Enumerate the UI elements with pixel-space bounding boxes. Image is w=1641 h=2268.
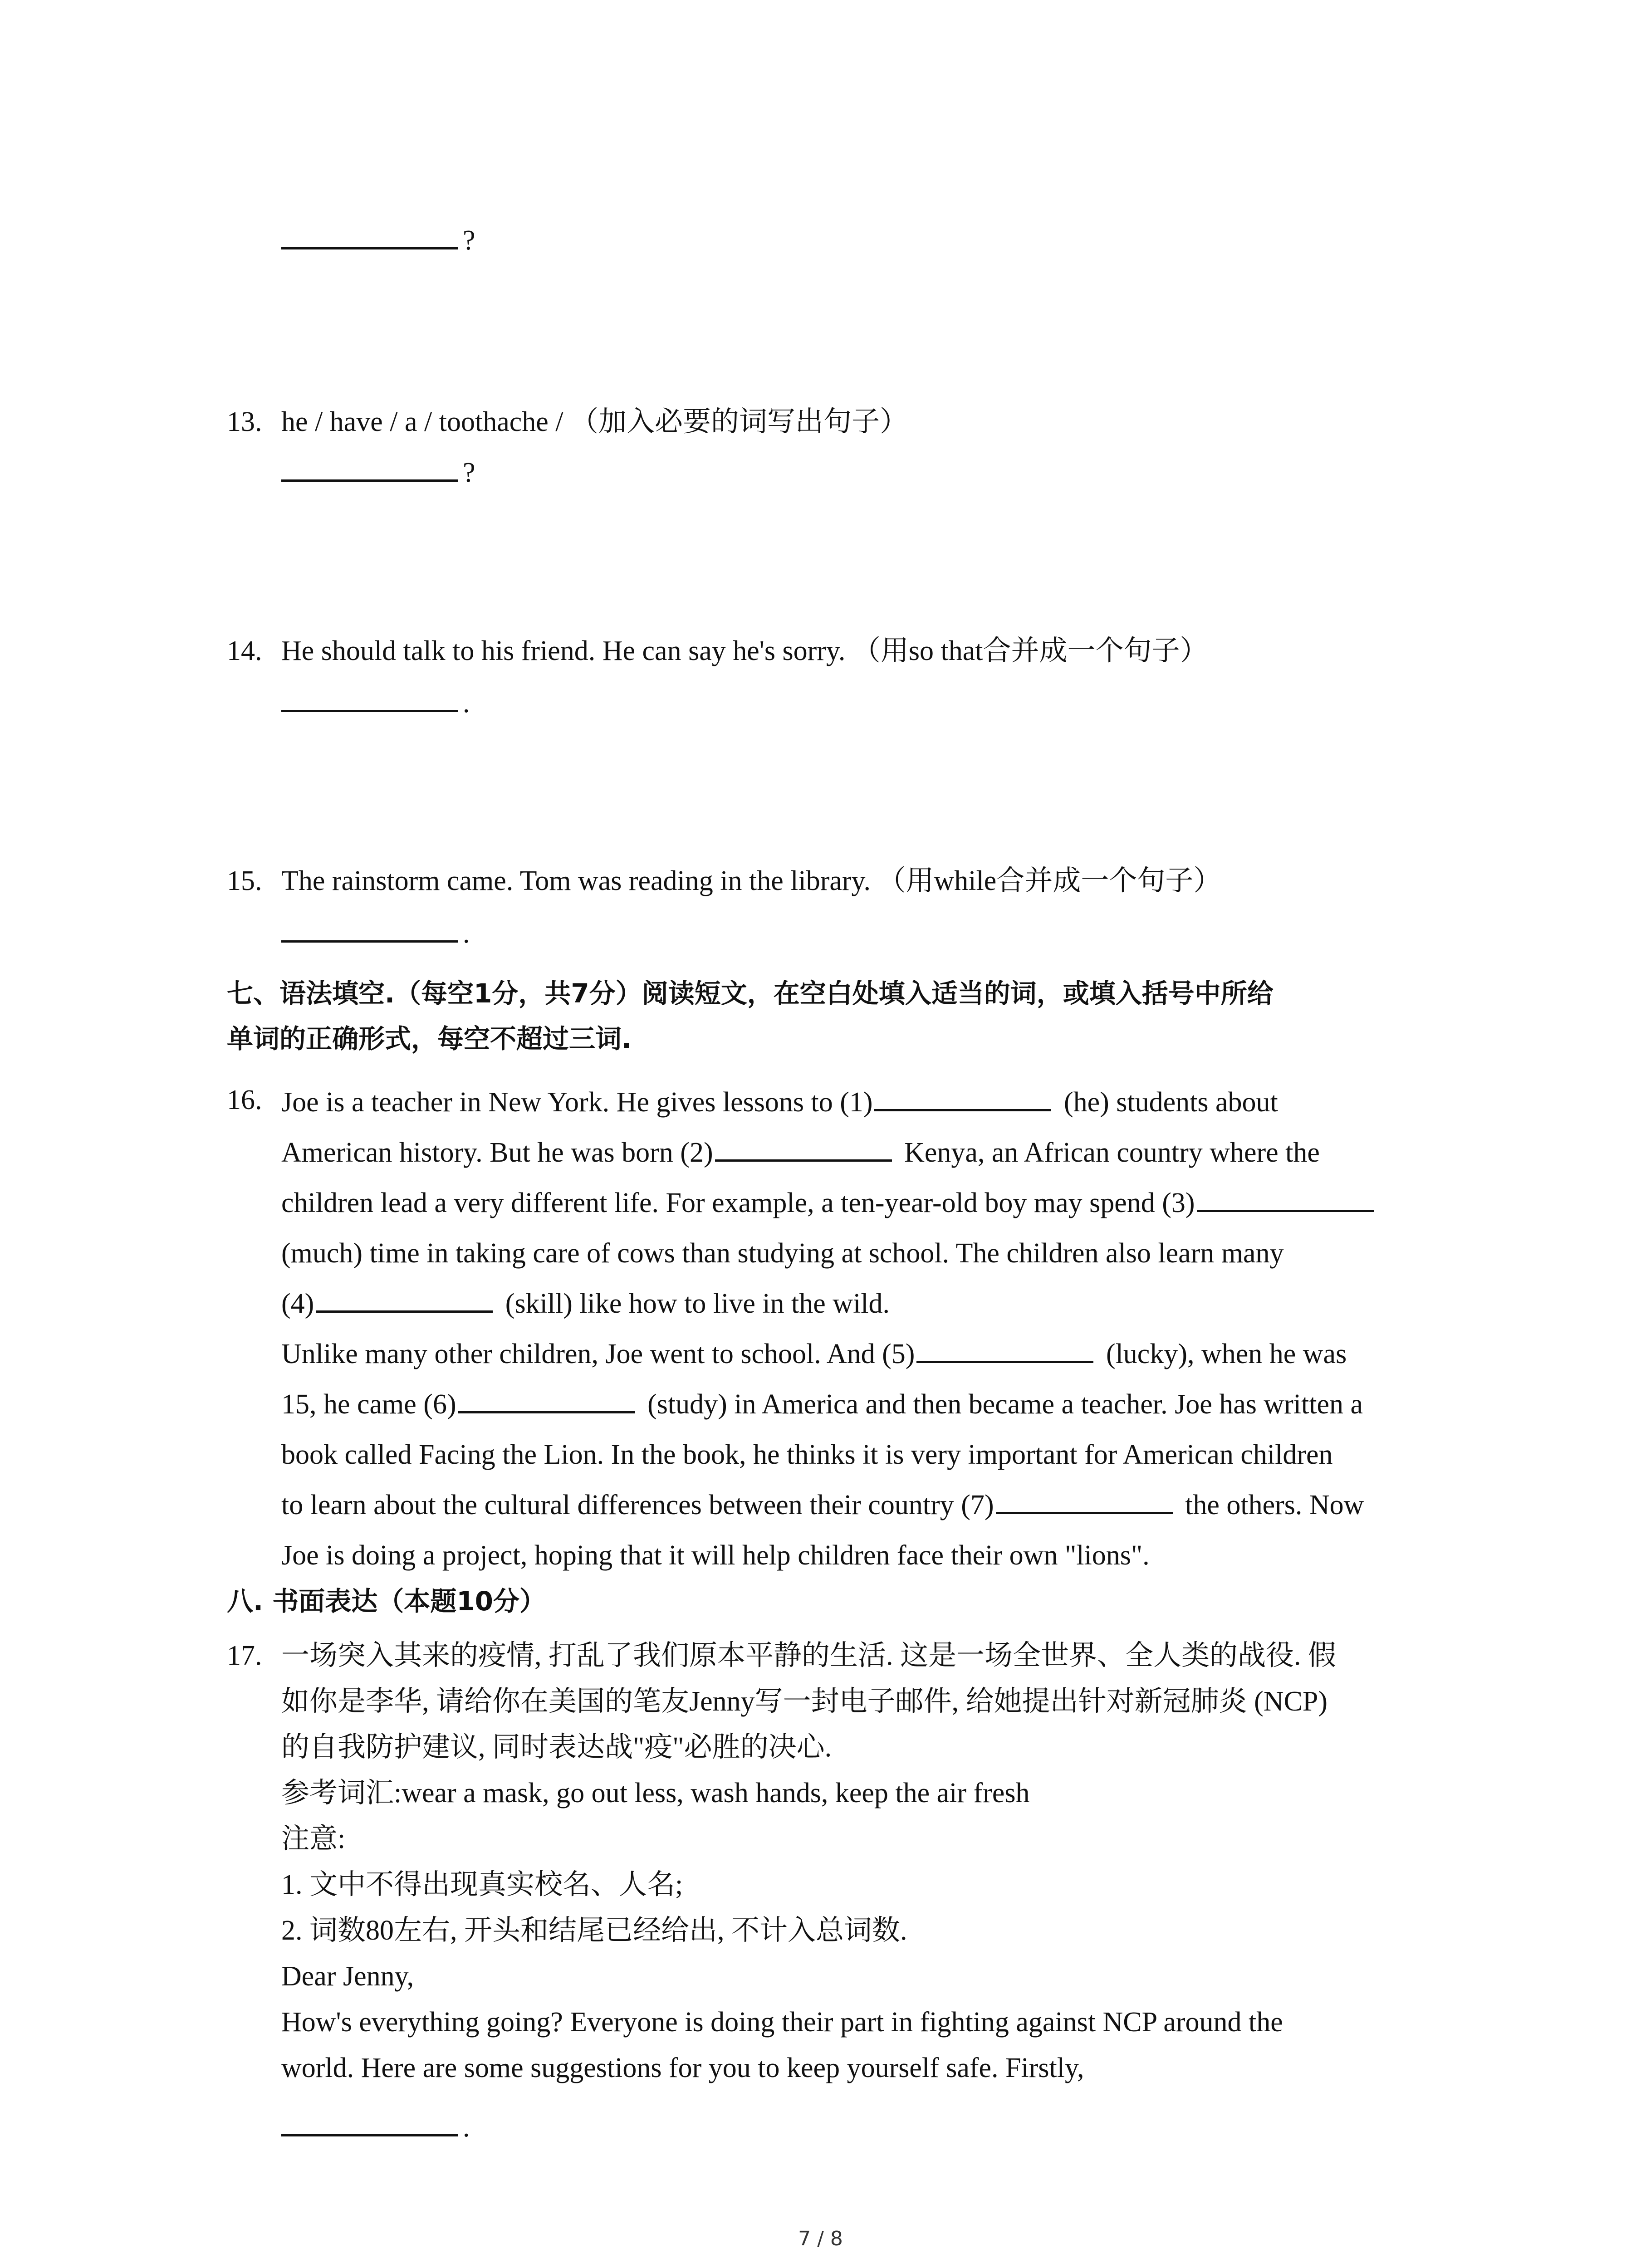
q16-line-1: Joe is a teacher in New York. He gives lessons to (1) (he) students about [281, 1077, 1488, 1128]
q17-greeting: Dear Jenny, [281, 1961, 414, 1992]
answer-blank[interactable] [281, 452, 458, 482]
answer-blank[interactable] [281, 220, 458, 249]
q17-letter-line-2: world. Here are some suggestions for you to keep yourself safe. Firstly, [281, 2053, 1084, 2083]
blank-6[interactable] [458, 1384, 635, 1413]
q14-number: 14. [227, 635, 262, 666]
q16-line-6: Unlike many other children, Joe went to school. And (5) (lucky), when he was [281, 1329, 1488, 1379]
q14-answer-line: . [281, 680, 1488, 726]
q16-passage [281, 1077, 1488, 1581]
q17-line-2: 如你是李华, 请给你在美国的笔友Jenny写一封电子邮件, 给她提出针对新冠肺炎 (NCP) [281, 1686, 1328, 1717]
answer-blank[interactable] [281, 683, 458, 712]
q14-prompt: He should talk to his friend. He can say he's sorry. （用so that合并成一个句子） [281, 635, 1208, 666]
q17-note-2: 2. 词数80左右, 开头和结尾已经给出, 不计入总词数. [281, 1915, 907, 1946]
q16-line-10: Joe is doing a project, hoping that it will help children face their own "lions". [281, 1540, 1150, 1571]
q17-notes-label: 注意: [281, 1823, 346, 1854]
section-7-heading-line1: 七、语法填空.（每空1分，共7分）阅读短文，在空白处填入适当的词，或填入括号中所给 [227, 978, 1274, 1009]
blank-7[interactable] [996, 1485, 1173, 1514]
blank-4[interactable] [316, 1283, 493, 1313]
q15-number: 15. [227, 865, 262, 896]
q17-line-1: 一场突入其来的疫情, 打乱了我们原本平静的生活. 这是一场全世界、全人类的战役. 假 [281, 1640, 1337, 1671]
q17-note-1: 1. 文中不得出现真实校名、人名; [281, 1869, 683, 1900]
q17-line-3: 的自我防护建议, 同时表达战"疫"必胜的决心. [281, 1732, 832, 1763]
page-number: 7 / 8 [798, 2227, 843, 2250]
q16-line-3: children lead a very different life. For example, a ten-year-old boy may spend (3) [281, 1178, 1488, 1228]
q17-answer-line: . [281, 2105, 1488, 2150]
q16-line-4: (much) time in taking care of cows than studying at school. The children also learn many [281, 1238, 1284, 1269]
section-7-heading-line2: 单词的正确形式，每空不超过三词. [227, 1023, 632, 1054]
answer-blank[interactable] [281, 2107, 458, 2136]
q13-answer-line: ? [281, 450, 1488, 495]
q13-number: 13. [227, 406, 262, 437]
q16-line-9: to learn about the cultural differences between their country (7) the others. Now [281, 1480, 1488, 1530]
blank-5[interactable] [916, 1334, 1093, 1363]
q13-prompt: he / have / a / toothache / （加入必要的词写出句子） [281, 406, 908, 437]
q15-answer-line: . [281, 911, 1488, 956]
q17-letter-line-1: How's everything going? Everyone is doing their part in fighting against NCP around the [281, 2007, 1283, 2038]
q15-prompt: The rainstorm came. Tom was reading in the library. （用while合并成一个句子） [281, 865, 1222, 896]
q16-number: 16. [227, 1085, 262, 1115]
q17-vocab: 参考词汇:wear a mask, go out less, wash hands, keep the air fresh [281, 1778, 1030, 1809]
q17-body [281, 1633, 1488, 2091]
section-8-heading: 八. 书面表达（本题10分） [227, 1586, 546, 1617]
q12-answer-line: ? [281, 218, 1488, 263]
blank-1[interactable] [874, 1082, 1051, 1111]
answer-blank[interactable] [281, 913, 458, 943]
blank-3[interactable] [1197, 1183, 1374, 1212]
q16-line-5: (4) (skill) like how to live in the wild. [281, 1279, 1488, 1329]
section-7-heading [227, 971, 1452, 1061]
q16-line-7: 15, he came (6) (study) in America and then became a teacher. Joe has written a [281, 1379, 1488, 1430]
blank-2[interactable] [715, 1132, 892, 1162]
q17-number: 17. [227, 1640, 262, 1671]
q16-line-8: book called Facing the Lion. In the book, he thinks it is very important for American children [281, 1439, 1333, 1470]
q16-line-2: American history. But he was born (2) Kenya, an African country where the [281, 1128, 1488, 1178]
